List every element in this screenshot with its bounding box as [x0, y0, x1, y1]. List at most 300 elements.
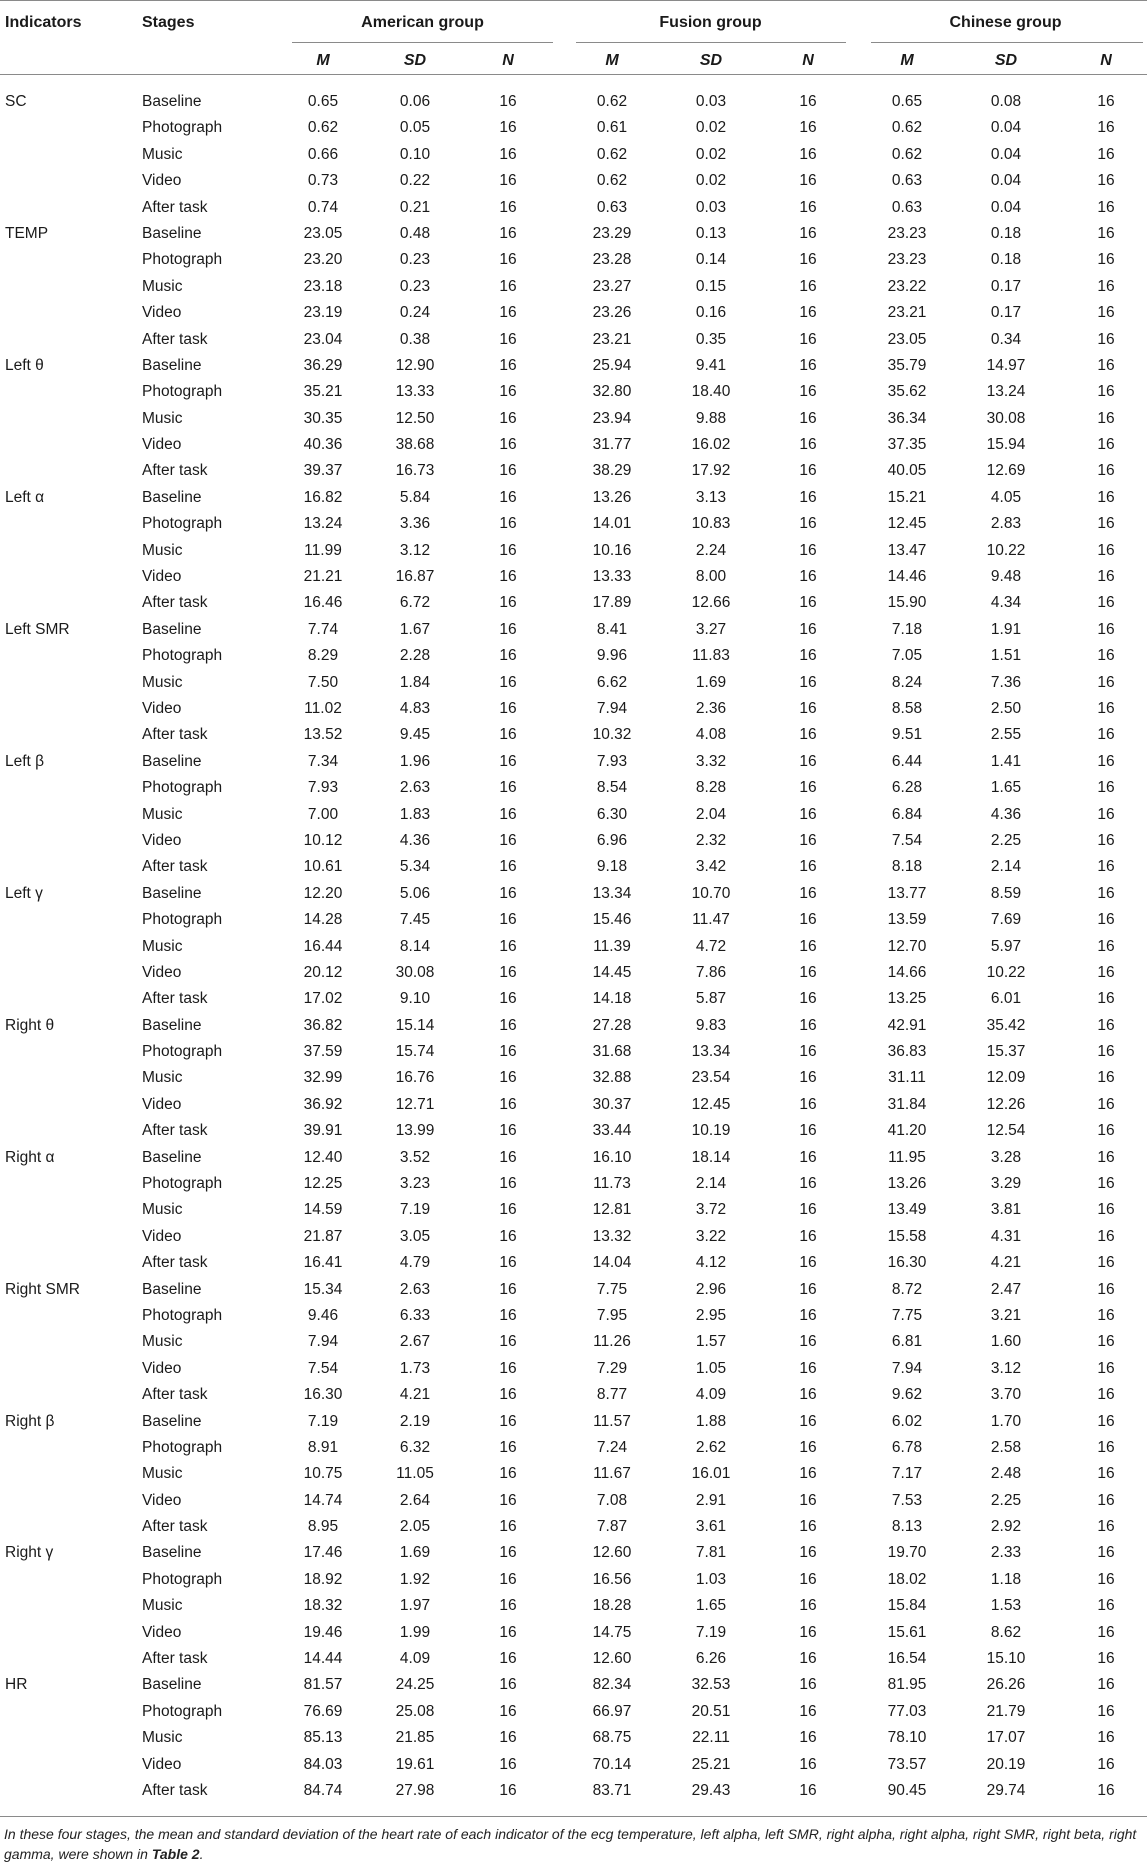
chinese-n-cell: 16 — [1097, 356, 1115, 374]
fusion-n-cell: 16 — [799, 937, 817, 955]
american-sd-cell: 2.05 — [399, 1518, 431, 1536]
fusion-m-cell: 0.62 — [596, 93, 628, 110]
fusion-n-cell: 16 — [799, 1069, 817, 1087]
american-m-cell: 36.82 — [303, 1016, 343, 1034]
american-n-cell: 16 — [499, 1491, 517, 1509]
chinese-n-cell: 16 — [1097, 647, 1115, 665]
stage-cell: Photograph — [142, 1306, 223, 1324]
chinese-m-cell: 9.62 — [891, 1386, 923, 1404]
indicator-cell: TEMP — [5, 224, 49, 242]
american-n-cell: 16 — [499, 1095, 517, 1113]
chinese-sd-cell: 0.04 — [990, 198, 1022, 216]
subheader-chinese-sd: SD — [994, 52, 1018, 69]
chinese-n-cell: 16 — [1097, 1016, 1115, 1034]
fusion-sd-cell: 2.04 — [695, 805, 727, 823]
american-m-cell: 0.65 — [307, 93, 339, 110]
chinese-sd-cell: 15.37 — [986, 1043, 1026, 1061]
american-sd-cell: 0.10 — [399, 145, 431, 163]
stage-cell: Music — [142, 541, 183, 559]
american-sd-cell: 7.45 — [399, 911, 431, 929]
fusion-m-cell: 32.88 — [592, 1069, 632, 1087]
fusion-m-cell: 6.96 — [596, 831, 628, 849]
fusion-n-cell: 16 — [799, 93, 817, 110]
fusion-n-cell: 16 — [799, 1333, 817, 1351]
chinese-m-cell: 0.62 — [891, 119, 923, 137]
chinese-m-cell: 15.61 — [887, 1623, 927, 1641]
american-m-cell: 84.03 — [303, 1755, 343, 1773]
american-n-cell: 16 — [499, 1280, 517, 1298]
american-n-cell: 16 — [499, 1122, 517, 1140]
indicator-cell: Left θ — [5, 356, 44, 374]
american-n-cell: 16 — [499, 198, 517, 216]
fusion-m-cell: 0.62 — [596, 145, 628, 163]
subheader-american-sd: SD — [403, 52, 427, 69]
table-row — [0, 1118, 1147, 1144]
chinese-m-cell: 7.94 — [891, 1359, 923, 1377]
american-m-cell: 16.82 — [303, 488, 343, 506]
chinese-sd-cell: 1.51 — [990, 647, 1022, 665]
fusion-sd-cell: 29.43 — [691, 1782, 731, 1799]
fusion-n-cell: 16 — [799, 1412, 817, 1430]
stage-cell: Video — [142, 1755, 182, 1773]
chinese-sd-cell: 15.94 — [986, 436, 1026, 454]
stage-cell: Photograph — [142, 911, 223, 929]
chinese-m-cell: 15.58 — [887, 1227, 927, 1245]
chinese-m-cell: 8.24 — [891, 673, 923, 691]
fusion-n-cell: 16 — [799, 515, 817, 533]
american-n-cell: 16 — [499, 1148, 517, 1166]
chinese-m-cell: 8.13 — [891, 1518, 923, 1536]
fusion-n-cell: 16 — [799, 673, 817, 691]
chinese-n-cell: 16 — [1097, 1650, 1115, 1668]
fusion-m-cell: 11.39 — [593, 937, 631, 955]
fusion-m-cell: 31.77 — [592, 436, 632, 454]
fusion-sd-cell: 0.16 — [695, 304, 727, 322]
chinese-m-cell: 11.95 — [888, 1148, 926, 1166]
chinese-m-cell: 7.05 — [891, 647, 923, 665]
fusion-m-cell: 16.10 — [592, 1148, 632, 1166]
chinese-n-cell: 16 — [1097, 911, 1115, 929]
stage-cell: After task — [142, 1386, 208, 1404]
american-n-cell: 16 — [499, 779, 517, 797]
chinese-n-cell: 16 — [1097, 1254, 1115, 1272]
american-n-cell: 16 — [499, 831, 517, 849]
chinese-n-cell: 16 — [1097, 1544, 1115, 1562]
fusion-m-cell: 14.18 — [592, 990, 632, 1008]
fusion-sd-cell: 3.32 — [695, 752, 727, 770]
american-sd-cell: 1.96 — [399, 752, 431, 770]
american-n-cell: 16 — [499, 1465, 517, 1483]
fusion-n-cell: 16 — [799, 1095, 817, 1113]
chinese-sd-cell: 1.91 — [990, 620, 1022, 638]
table-row — [0, 722, 1147, 748]
fusion-sd-cell: 0.02 — [695, 145, 727, 163]
chinese-n-cell: 16 — [1097, 1359, 1115, 1377]
chinese-sd-cell: 15.10 — [986, 1650, 1026, 1668]
table-row — [0, 802, 1147, 828]
table-footnote — [4, 1824, 1142, 1864]
fusion-n-cell: 16 — [799, 1306, 817, 1324]
american-sd-cell: 5.34 — [399, 858, 431, 876]
fusion-m-cell: 7.29 — [596, 1359, 628, 1377]
american-m-cell: 0.74 — [307, 198, 339, 216]
table-row — [0, 590, 1147, 616]
chinese-m-cell: 7.54 — [891, 831, 923, 849]
american-m-cell: 21.87 — [303, 1227, 343, 1245]
american-n-cell: 16 — [499, 1175, 517, 1193]
table-row — [0, 1303, 1147, 1329]
chinese-m-cell: 6.28 — [891, 779, 923, 797]
fusion-n-cell: 16 — [799, 436, 817, 454]
table-row — [0, 432, 1147, 458]
fusion-sd-cell: 0.03 — [695, 198, 727, 216]
american-m-cell: 36.92 — [303, 1095, 343, 1113]
fusion-sd-cell: 20.51 — [691, 1702, 731, 1720]
american-m-cell: 17.02 — [303, 990, 343, 1008]
american-m-cell: 7.00 — [307, 805, 339, 823]
fusion-sd-cell: 3.22 — [695, 1227, 727, 1245]
chinese-m-cell: 0.63 — [891, 198, 923, 216]
table-row — [0, 353, 1147, 379]
chinese-n-cell: 16 — [1097, 1518, 1115, 1536]
stage-cell: Baseline — [142, 620, 202, 638]
fusion-m-cell: 7.93 — [596, 752, 628, 770]
chinese-m-cell: 73.57 — [887, 1755, 927, 1773]
fusion-m-cell: 14.45 — [592, 963, 632, 981]
stage-cell: After task — [142, 594, 208, 612]
stage-cell: After task — [142, 990, 208, 1008]
chinese-sd-cell: 29.74 — [986, 1782, 1026, 1799]
stage-cell: Video — [142, 1491, 182, 1509]
fusion-n-cell: 16 — [799, 1201, 817, 1219]
stage-cell: After task — [142, 198, 208, 216]
table-row — [0, 221, 1147, 247]
fusion-sd-cell: 12.66 — [691, 594, 731, 612]
chinese-sd-cell: 3.70 — [990, 1386, 1022, 1404]
subheader-fusion-m: M — [605, 52, 619, 69]
fusion-m-cell: 0.62 — [596, 172, 628, 190]
fusion-m-cell: 13.34 — [592, 884, 632, 902]
header-fusion-group: Fusion group — [659, 14, 762, 31]
chinese-n-cell: 16 — [1097, 1729, 1115, 1747]
stage-cell: Baseline — [142, 752, 202, 770]
chinese-m-cell: 9.51 — [891, 726, 923, 744]
american-n-cell: 16 — [499, 1650, 517, 1668]
american-n-cell: 16 — [499, 541, 517, 559]
chinese-n-cell: 16 — [1097, 1148, 1115, 1166]
american-sd-cell: 3.12 — [399, 541, 431, 559]
fusion-m-cell: 30.37 — [592, 1095, 632, 1113]
table-row — [0, 327, 1147, 353]
chinese-sd-cell: 0.04 — [990, 119, 1022, 137]
fusion-sd-cell: 23.54 — [691, 1069, 731, 1087]
fusion-m-cell: 12.60 — [592, 1544, 632, 1562]
american-sd-cell: 4.36 — [399, 831, 431, 849]
fusion-m-cell: 12.81 — [592, 1201, 632, 1219]
chinese-sd-cell: 2.33 — [990, 1544, 1022, 1562]
american-sd-cell: 30.08 — [395, 963, 435, 981]
fusion-n-cell: 16 — [799, 1782, 817, 1799]
fusion-sd-cell: 9.88 — [695, 409, 727, 427]
fusion-sd-cell: 18.14 — [691, 1148, 731, 1166]
american-sd-cell: 38.68 — [395, 436, 435, 454]
american-sd-cell: 1.97 — [399, 1597, 431, 1615]
american-sd-cell: 1.99 — [399, 1623, 431, 1641]
stage-cell: Video — [142, 963, 182, 981]
american-sd-cell: 0.05 — [399, 119, 431, 137]
fusion-sd-cell: 3.13 — [695, 488, 727, 506]
fusion-sd-cell: 2.91 — [695, 1491, 727, 1509]
indicator-cell: Right β — [5, 1412, 55, 1430]
chinese-n-cell: 16 — [1097, 93, 1115, 110]
chinese-n-cell: 16 — [1097, 1755, 1115, 1773]
fusion-m-cell: 68.75 — [592, 1729, 632, 1747]
chinese-sd-cell: 20.19 — [986, 1755, 1026, 1773]
stage-cell: Photograph — [142, 1438, 223, 1456]
table-row — [0, 511, 1147, 537]
american-sd-cell: 1.84 — [399, 673, 431, 691]
footnote-table-ref[interactable]: Table 2 — [151, 1846, 200, 1862]
chinese-m-cell: 41.20 — [887, 1122, 927, 1140]
american-n-cell: 16 — [499, 224, 517, 242]
table-row — [0, 749, 1147, 775]
fusion-n-cell: 16 — [799, 1729, 817, 1747]
american-sd-cell: 1.73 — [399, 1359, 431, 1377]
chinese-sd-cell: 2.55 — [990, 726, 1022, 744]
table-row — [0, 1329, 1147, 1355]
american-m-cell: 23.20 — [303, 251, 343, 269]
stage-cell: After task — [142, 1518, 208, 1536]
american-m-cell: 21.21 — [303, 568, 343, 586]
table-row — [0, 960, 1147, 986]
american-m-cell: 9.46 — [307, 1306, 339, 1324]
chinese-n-cell: 16 — [1097, 805, 1115, 823]
stage-cell: Video — [142, 304, 182, 322]
chinese-n-cell: 16 — [1097, 1623, 1115, 1641]
american-n-cell: 16 — [499, 330, 517, 348]
american-m-cell: 14.28 — [303, 911, 343, 929]
american-sd-cell: 4.79 — [399, 1254, 431, 1272]
american-n-cell: 16 — [499, 620, 517, 638]
fusion-n-cell: 16 — [799, 963, 817, 981]
stage-cell: Baseline — [142, 93, 202, 110]
table-row — [0, 1593, 1147, 1619]
table-row — [0, 1540, 1147, 1566]
american-m-cell: 76.69 — [303, 1702, 343, 1720]
stage-cell: Music — [142, 1597, 183, 1615]
table-row — [0, 538, 1147, 564]
american-n-cell: 16 — [499, 172, 517, 190]
chinese-n-cell: 16 — [1097, 1491, 1115, 1509]
fusion-m-cell: 11.26 — [593, 1333, 631, 1351]
american-m-cell: 16.44 — [303, 937, 343, 955]
fusion-n-cell: 16 — [799, 1544, 817, 1562]
table-subheader-row — [0, 38, 1147, 75]
stage-cell: Video — [142, 436, 182, 454]
american-n-cell: 16 — [499, 1412, 517, 1430]
american-m-cell: 36.29 — [303, 356, 343, 374]
american-m-cell: 10.75 — [303, 1465, 343, 1483]
stage-cell: Baseline — [142, 1016, 202, 1034]
american-sd-cell: 16.76 — [395, 1069, 435, 1087]
chinese-n-cell: 16 — [1097, 673, 1115, 691]
stage-cell: After task — [142, 462, 208, 480]
fusion-n-cell: 16 — [799, 277, 817, 295]
fusion-m-cell: 27.28 — [592, 1016, 632, 1034]
fusion-n-cell: 16 — [799, 858, 817, 876]
fusion-n-cell: 16 — [799, 1122, 817, 1140]
fusion-n-cell: 16 — [799, 1438, 817, 1456]
fusion-n-cell: 16 — [799, 752, 817, 770]
chinese-sd-cell: 35.42 — [986, 1016, 1026, 1034]
american-sd-cell: 4.21 — [399, 1386, 431, 1404]
chinese-m-cell: 12.45 — [887, 515, 927, 533]
table-row — [0, 1197, 1147, 1223]
stage-cell: Video — [142, 831, 182, 849]
table-row — [0, 1461, 1147, 1487]
chinese-n-cell: 16 — [1097, 119, 1115, 137]
american-n-cell: 16 — [499, 119, 517, 137]
chinese-m-cell: 8.18 — [891, 858, 923, 876]
table-row — [0, 881, 1147, 907]
fusion-m-cell: 0.63 — [596, 198, 628, 216]
table-row — [0, 485, 1147, 511]
american-sd-cell: 2.67 — [399, 1333, 431, 1351]
fusion-sd-cell: 0.02 — [695, 172, 727, 190]
american-n-cell: 16 — [499, 356, 517, 374]
american-n-cell: 16 — [499, 1201, 517, 1219]
chinese-m-cell: 6.78 — [891, 1438, 923, 1456]
table-row — [0, 247, 1147, 273]
fusion-n-cell: 16 — [799, 1623, 817, 1641]
american-n-cell: 16 — [499, 673, 517, 691]
table-row — [0, 986, 1147, 1012]
stage-cell: After task — [142, 1254, 208, 1272]
american-m-cell: 14.59 — [303, 1201, 343, 1219]
american-m-cell: 23.05 — [303, 224, 343, 242]
stage-cell: Photograph — [142, 1043, 223, 1061]
stage-cell: Baseline — [142, 488, 202, 506]
fusion-n-cell: 16 — [799, 620, 817, 638]
american-sd-cell: 13.33 — [395, 383, 435, 401]
chinese-n-cell: 16 — [1097, 726, 1115, 744]
indicator-cell: Right SMR — [5, 1280, 80, 1298]
stage-cell: After task — [142, 726, 208, 744]
fusion-sd-cell: 3.61 — [695, 1518, 727, 1536]
table-row — [0, 1699, 1147, 1725]
american-n-cell: 16 — [499, 752, 517, 770]
american-sd-cell: 15.14 — [395, 1016, 435, 1034]
fusion-m-cell: 6.30 — [596, 805, 628, 823]
chinese-sd-cell: 4.34 — [990, 594, 1022, 612]
american-sd-cell: 16.73 — [395, 462, 435, 480]
fusion-n-cell: 16 — [799, 1755, 817, 1773]
fusion-m-cell: 33.44 — [592, 1122, 632, 1140]
fusion-sd-cell: 10.19 — [691, 1122, 731, 1140]
chinese-m-cell: 13.26 — [887, 1175, 927, 1193]
chinese-n-cell: 16 — [1097, 145, 1115, 163]
fusion-m-cell: 15.46 — [592, 911, 632, 929]
chinese-sd-cell: 1.60 — [990, 1333, 1022, 1351]
fusion-sd-cell: 2.62 — [695, 1438, 727, 1456]
american-m-cell: 8.91 — [307, 1438, 339, 1456]
american-sd-cell: 25.08 — [395, 1702, 435, 1720]
fusion-sd-cell: 8.00 — [695, 568, 727, 586]
table-row — [0, 1145, 1147, 1171]
fusion-sd-cell: 1.57 — [695, 1333, 727, 1351]
table-row — [0, 617, 1147, 643]
fusion-n-cell: 16 — [799, 304, 817, 322]
fusion-m-cell: 17.89 — [592, 594, 632, 612]
chinese-n-cell: 16 — [1097, 1702, 1115, 1720]
chinese-n-cell: 16 — [1097, 1043, 1115, 1061]
chinese-sd-cell: 10.22 — [986, 541, 1026, 559]
fusion-m-cell: 8.77 — [596, 1386, 628, 1404]
chinese-sd-cell: 21.79 — [986, 1702, 1026, 1720]
fusion-sd-cell: 0.02 — [695, 119, 727, 137]
stage-cell: Video — [142, 1623, 182, 1641]
american-n-cell: 16 — [499, 1016, 517, 1034]
chinese-n-cell: 16 — [1097, 1570, 1115, 1588]
fusion-sd-cell: 2.36 — [695, 699, 727, 717]
table-row — [0, 168, 1147, 194]
american-n-cell: 16 — [499, 1069, 517, 1087]
chinese-m-cell: 14.66 — [887, 963, 927, 981]
american-n-cell: 16 — [499, 1570, 517, 1588]
table-row — [0, 1039, 1147, 1065]
fusion-m-cell: 7.24 — [596, 1438, 628, 1456]
fusion-m-cell: 70.14 — [592, 1755, 632, 1773]
table-row — [0, 142, 1147, 168]
american-m-cell: 0.73 — [307, 172, 339, 190]
fusion-sd-cell: 1.05 — [695, 1359, 727, 1377]
american-n-cell: 16 — [499, 937, 517, 955]
american-sd-cell: 0.22 — [399, 172, 431, 190]
chinese-sd-cell: 2.58 — [990, 1438, 1022, 1456]
american-m-cell: 39.37 — [303, 462, 343, 480]
american-sd-cell: 3.23 — [399, 1175, 431, 1193]
chinese-sd-cell: 12.54 — [986, 1122, 1026, 1140]
american-m-cell: 39.91 — [303, 1122, 343, 1140]
fusion-m-cell: 18.28 — [592, 1597, 632, 1615]
chinese-m-cell: 78.10 — [887, 1729, 927, 1747]
american-m-cell: 40.36 — [303, 436, 343, 454]
american-m-cell: 7.54 — [307, 1359, 339, 1377]
chinese-n-cell: 16 — [1097, 462, 1115, 480]
chinese-n-cell: 16 — [1097, 277, 1115, 295]
fusion-sd-cell: 11.47 — [692, 911, 730, 929]
american-m-cell: 11.99 — [304, 541, 342, 559]
fusion-m-cell: 14.01 — [592, 515, 632, 533]
fusion-n-cell: 16 — [799, 647, 817, 665]
american-n-cell: 16 — [499, 304, 517, 322]
fusion-m-cell: 25.94 — [592, 356, 632, 374]
american-sd-cell: 19.61 — [395, 1755, 435, 1773]
american-n-cell: 16 — [499, 1043, 517, 1061]
table-row — [0, 1778, 1147, 1804]
fusion-m-cell: 13.26 — [592, 488, 632, 506]
fusion-m-cell: 14.75 — [592, 1623, 632, 1641]
fusion-m-cell: 11.67 — [593, 1465, 631, 1483]
chinese-sd-cell: 4.21 — [990, 1254, 1022, 1272]
american-m-cell: 23.18 — [303, 277, 343, 295]
fusion-m-cell: 11.73 — [593, 1175, 631, 1193]
fusion-m-cell: 10.32 — [592, 726, 632, 744]
stage-cell: After task — [142, 858, 208, 876]
chinese-sd-cell: 0.18 — [990, 224, 1022, 242]
fusion-sd-cell: 0.14 — [695, 251, 727, 269]
chinese-n-cell: 16 — [1097, 1438, 1115, 1456]
